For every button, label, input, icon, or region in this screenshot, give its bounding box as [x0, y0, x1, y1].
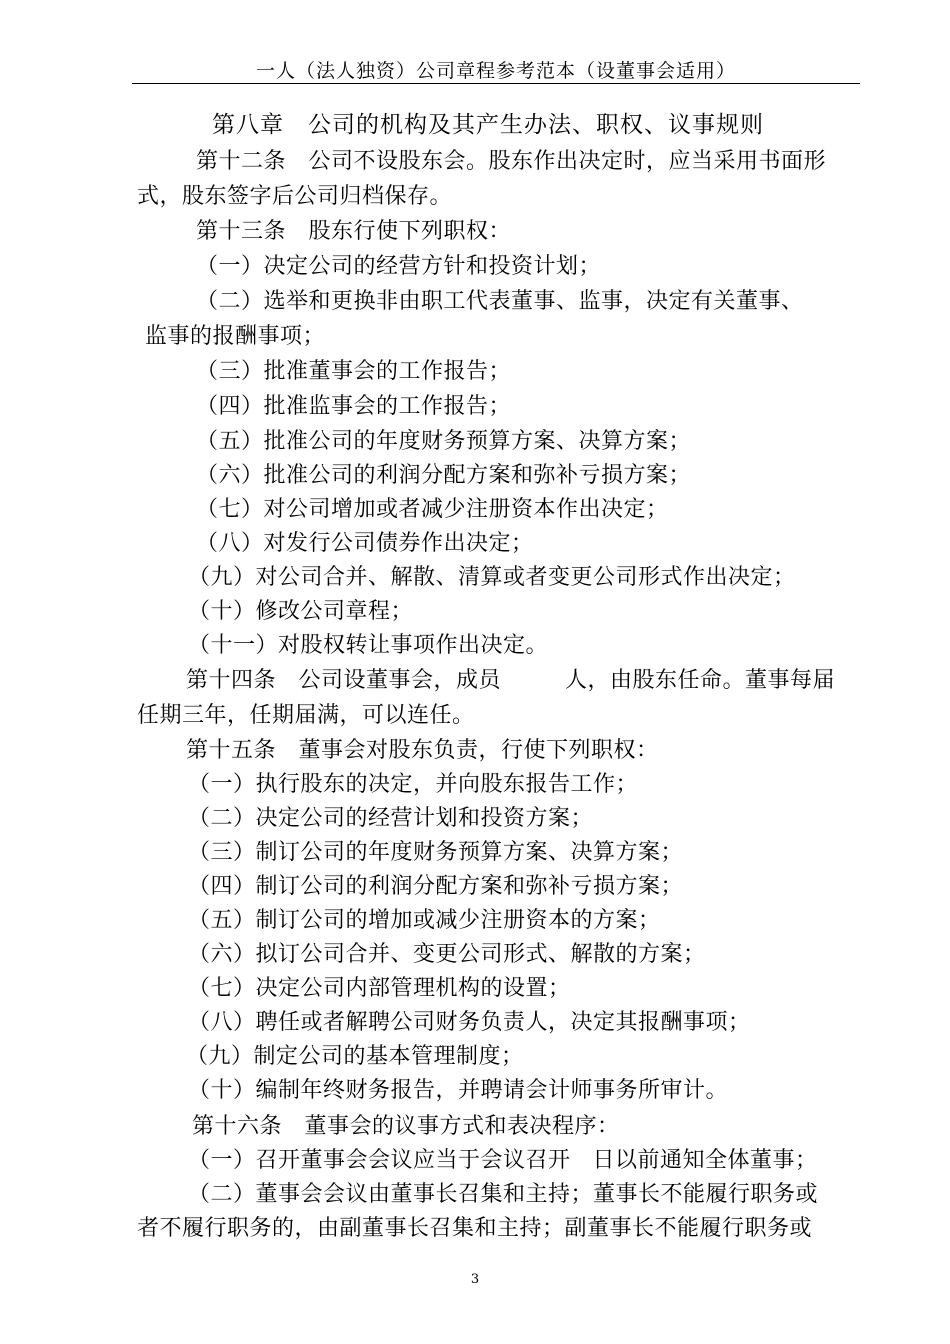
- article13-item: （十一）对股权转让事项作出决定。: [188, 633, 549, 658]
- article13-item: （二）选举和更换非由职工代表董事、监事，决定有关董事、: [196, 289, 804, 314]
- article15-heading: 第十五条 董事会对股东负责，行使下列职权：: [186, 738, 659, 763]
- article16-item2-line1: （二）董事会会议由董事长召集和主持；董事长不能履行职务或: [188, 1182, 819, 1207]
- article15-item: （一）执行股东的决定，并向股东报告工作；: [188, 772, 639, 797]
- article15-item: （六）拟订公司合并、变更公司形式、解散的方案；: [188, 942, 706, 967]
- page-number: 3: [470, 1272, 480, 1287]
- article16-item2-line2: 者不履行职务的，由副董事长召集和主持；副董事长不能履行职务或: [137, 1216, 813, 1241]
- article12-line1: 第十二条 公司不设股东会。股东作出决定时，应当采用书面形: [196, 149, 827, 174]
- article15-item: （三）制订公司的年度财务预算方案、决算方案；: [188, 840, 684, 865]
- article13-item: （十）修改公司章程；: [188, 599, 414, 624]
- article15-item: （二）决定公司的经营计划和投资方案；: [188, 806, 594, 831]
- article15-item: （八）聘任或者解聘公司财务负责人，决定其报酬事项；: [188, 1010, 751, 1035]
- article16-heading: 第十六条 董事会的议事方式和表决程序：: [192, 1114, 620, 1139]
- article15-item: （五）制订公司的增加或减少注册资本的方案；: [188, 908, 661, 933]
- article13-item: （一）决定公司的经营方针和投资计划；: [196, 254, 602, 279]
- article13-item: （五）批准公司的年度财务预算方案、决算方案；: [196, 429, 692, 454]
- article13-heading: 第十三条 股东行使下列职权：: [196, 219, 512, 244]
- article13-item: （八）对发行公司债券作出决定；: [196, 531, 534, 556]
- article15-item: （七）决定公司内部管理机构的设置；: [188, 976, 571, 1001]
- article15-item: （四）制订公司的利润分配方案和弥补亏损方案；: [188, 874, 684, 899]
- article13-item: （六）批准公司的利润分配方案和弥补亏损方案；: [196, 463, 692, 488]
- article16-item1: [188, 1150, 818, 1172]
- article13-item: 监事的报酬事项；: [145, 324, 326, 349]
- article12-line2: 式，股东签字后公司归档保存。: [137, 184, 453, 209]
- article14-text-part1: 第十四条 公司设董事会，成员: [186, 668, 502, 693]
- article14-line2: 任期三年，任期届满，可以连任。: [137, 703, 475, 728]
- article14-line1: [186, 670, 835, 692]
- chapter-title: 第八章 公司的机构及其产生办法、职权、议事规则: [212, 112, 764, 138]
- article15-item: （九）制定公司的基本管理制度；: [186, 1044, 524, 1069]
- article13-item: （四）批准监事会的工作报告；: [196, 394, 512, 419]
- article13-item: （三）批准董事会的工作报告；: [196, 359, 512, 384]
- header-divider: [132, 83, 860, 84]
- article16-item1-part1: （一）召开董事会会议应当于会议召开: [188, 1148, 571, 1173]
- article15-item: （十）编制年终财务报告，并聘请会计师事务所审计。: [188, 1078, 729, 1103]
- article13-item: （七）对公司增加或者减少注册资本作出决定；: [196, 497, 669, 522]
- header-title: 一人（法人独资）公司章程参考范本（设董事会适用）: [255, 60, 736, 82]
- article13-item: （九）对公司合并、解散、清算或者变更公司形式作出决定；: [188, 565, 796, 590]
- article14-text-part2: 人，由股东任命。董事每届: [565, 668, 836, 693]
- article16-item1-part2: 日以前通知全体董事；: [592, 1148, 818, 1173]
